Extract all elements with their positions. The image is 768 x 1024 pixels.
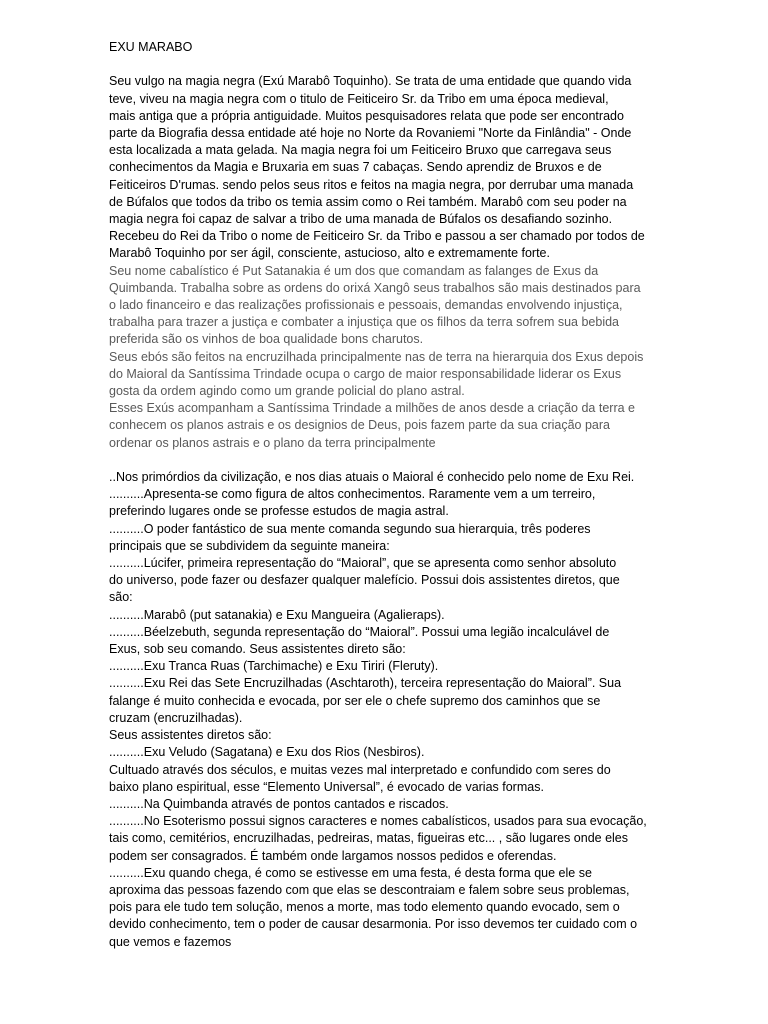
- text-line: aproxima das pessoas fazendo com que elas se descontraiam e falem sobre seus problemas,: [109, 882, 630, 897]
- text-line: ..........Exu Rei das Sete Encruzilhadas (Aschtaroth), terceira representação do Maioral”. Sua: [109, 676, 622, 691]
- text-line: Recebeu do Rei da Tribo o nome de Feiticeiro Sr. da Tribo e passou a ser chamado por todos de: [109, 229, 645, 244]
- text-line: baixo plano espiritual, esse “Elemento Universal”, é evocado de varias formas.: [109, 779, 544, 794]
- text-line: Seus assistentes diretos são:: [109, 728, 272, 743]
- text-line: preferindo lugares onde se professe estudos de magia astral.: [109, 504, 449, 519]
- text-line: ..........Béelzebuth, segunda representação do “Maioral”. Possui uma legião incalculável de: [109, 624, 610, 639]
- text-line: tais como, cemitérios, encruzilhadas, pedreiras, matas, figueiras etc... , são lugares onde eles: [109, 831, 629, 846]
- text-line: trabalha para trazer a justiça e combater a injustiça que os filhos da terra sofrem sua bebida: [109, 315, 619, 330]
- text-line: ..........O poder fantástico de sua mente comanda segundo sua hierarquia, três poderes: [109, 521, 591, 536]
- text-line: preferida são os vinhos de boa qualidade bons charutos.: [109, 332, 424, 347]
- text-line: de Búfalos que todos da tribo os temia assim como o Rei também. Marabô com seu poder na: [109, 194, 627, 209]
- text-line: devido conhecimento, tem o poder de causar desarmonia. Por isso devemos ter cuidado com o: [109, 917, 638, 932]
- text-line: Exus, sob seu comando. Seus assistentes direto são:: [109, 642, 406, 657]
- intro-paragraph: [109, 73, 669, 262]
- text-line: que vemos e fazemos: [109, 934, 232, 949]
- text-line: conhecimentos da Magia e Bruxaria em suas 7 cabaças. Sendo aprendiz de Bruxos e de: [109, 160, 602, 175]
- gray-paragraph: [109, 263, 669, 452]
- text-line: falange é muito conhecida e evocada, por ser ele o chefe supremo dos caminhos que se: [109, 693, 601, 708]
- text-line: Esses Exús acompanham a Santíssima Trindade a milhões de anos desde a criação da terra e: [109, 401, 635, 416]
- text-line: Seus ebós são feitos na encruzilhada principalmente nas de terra na hierarquia dos Exus depois: [109, 349, 644, 364]
- text-line: ordenar os planos astrais e o plano da terra principalmente: [109, 435, 436, 450]
- text-line: ..........Exu quando chega, é como se estivesse em uma festa, é desta forma que ele se: [109, 865, 592, 880]
- text-line: ..........Exu Tranca Ruas (Tarchimache) e Exu Tiriri (Fleruty).: [109, 659, 439, 674]
- final-paragraph: [109, 469, 669, 951]
- text-line: ..........Marabô (put satanakia) e Exu Mangueira (Agalieraps).: [109, 607, 445, 622]
- document-title: EXU MARABO: [109, 40, 193, 54]
- text-line: do Maioral da Santíssima Trindade ocupa o cargo de maior responsabilidade liderar os Exus: [109, 366, 622, 381]
- text-line: esta localizada a mata gelada. Na magia negra foi um Feiticeiro Bruxo que carregava seus: [109, 143, 612, 158]
- text-line: ..........Na Quimbanda através de pontos cantados e riscados.: [109, 796, 449, 811]
- text-line: são:: [109, 590, 133, 605]
- text-line: cruzam (encruzilhadas).: [109, 710, 243, 725]
- text-line: ..........Exu Veludo (Sagatana) e Exu dos Rios (Nesbiros).: [109, 745, 425, 760]
- text-line: gosta da ordem agindo como um grande policial do plano astral.: [109, 384, 465, 399]
- text-line: conhecem os planos astrais e os designios de Deus, pois fazem parte da sua criação para: [109, 418, 610, 433]
- text-line: mais antiga que a própria antiguidade. Muitos pesquisadores relata que pode ser encontrado: [109, 108, 624, 123]
- text-line: teve, viveu na magia negra com o titulo de Feiticeiro Sr. da Tribo em uma época medieval,: [109, 91, 609, 106]
- text-line: Seu nome cabalístico é Put Satanakia é um dos que comandam as falanges de Exus da: [109, 263, 599, 278]
- text-line: Marabô Toquinho por ser ágil, consciente, astucioso, alto e extremamente forte.: [109, 246, 550, 261]
- paragraph-gap: [109, 452, 669, 469]
- text-line: pois para ele tudo tem solução, menos a morte, mas todo elemento quando evocado, sem o: [109, 900, 620, 915]
- text-line: o lado financeiro e das realizações profissionais e pessoais, demandas envolvendo injustiça,: [109, 298, 623, 313]
- text-line: Seu vulgo na magia negra (Exú Marabô Toquinho). Se trata de uma entidade que quando vida: [109, 74, 632, 89]
- text-line: Feiticeiros D'rumas. sendo pelos seus ritos e feitos na magia negra, por derrubar uma manada: [109, 177, 634, 192]
- text-line: ..........No Esoterismo possui signos caracteres e nomes cabalísticos, usados para sua evocação,: [109, 814, 647, 829]
- text-line: do universo, pode fazer ou desfazer qualquer malefício. Possui dois assistentes diretos, que: [109, 573, 620, 588]
- document-page: [109, 39, 669, 951]
- text-line: Quimbanda. Trabalha sobre as ordens do orixá Xangô seus trabalhos são mais destinados para: [109, 280, 641, 295]
- text-line: ..Nos primórdios da civilização, e nos dias atuais o Maioral é conhecido pelo nome de Exu Rei.: [109, 470, 635, 485]
- text-line: ..........Apresenta-se como figura de altos conhecimentos. Raramente vem a um terreiro,: [109, 487, 596, 502]
- text-line: ..........Lúcifer, primeira representação do “Maioral”, que se apresenta como senhor absoluto: [109, 556, 617, 571]
- text-line: magia negra foi capaz de salvar a tribo de uma manada de Búfalos os desafiando sozinho.: [109, 212, 613, 227]
- text-line: Cultuado através dos séculos, e muitas vezes mal interpretado e confundido com seres do: [109, 762, 611, 777]
- text-line: parte da Biografia dessa entidade até hoje no Norte da Rovaniemi "Norte da Finlândia" - Onde: [109, 126, 632, 140]
- text-line: principais que se subdividem da seguinte maneira:: [109, 538, 390, 553]
- text-line: podem ser consagrados. É também onde largamos nossos pedidos e oferendas.: [109, 848, 557, 863]
